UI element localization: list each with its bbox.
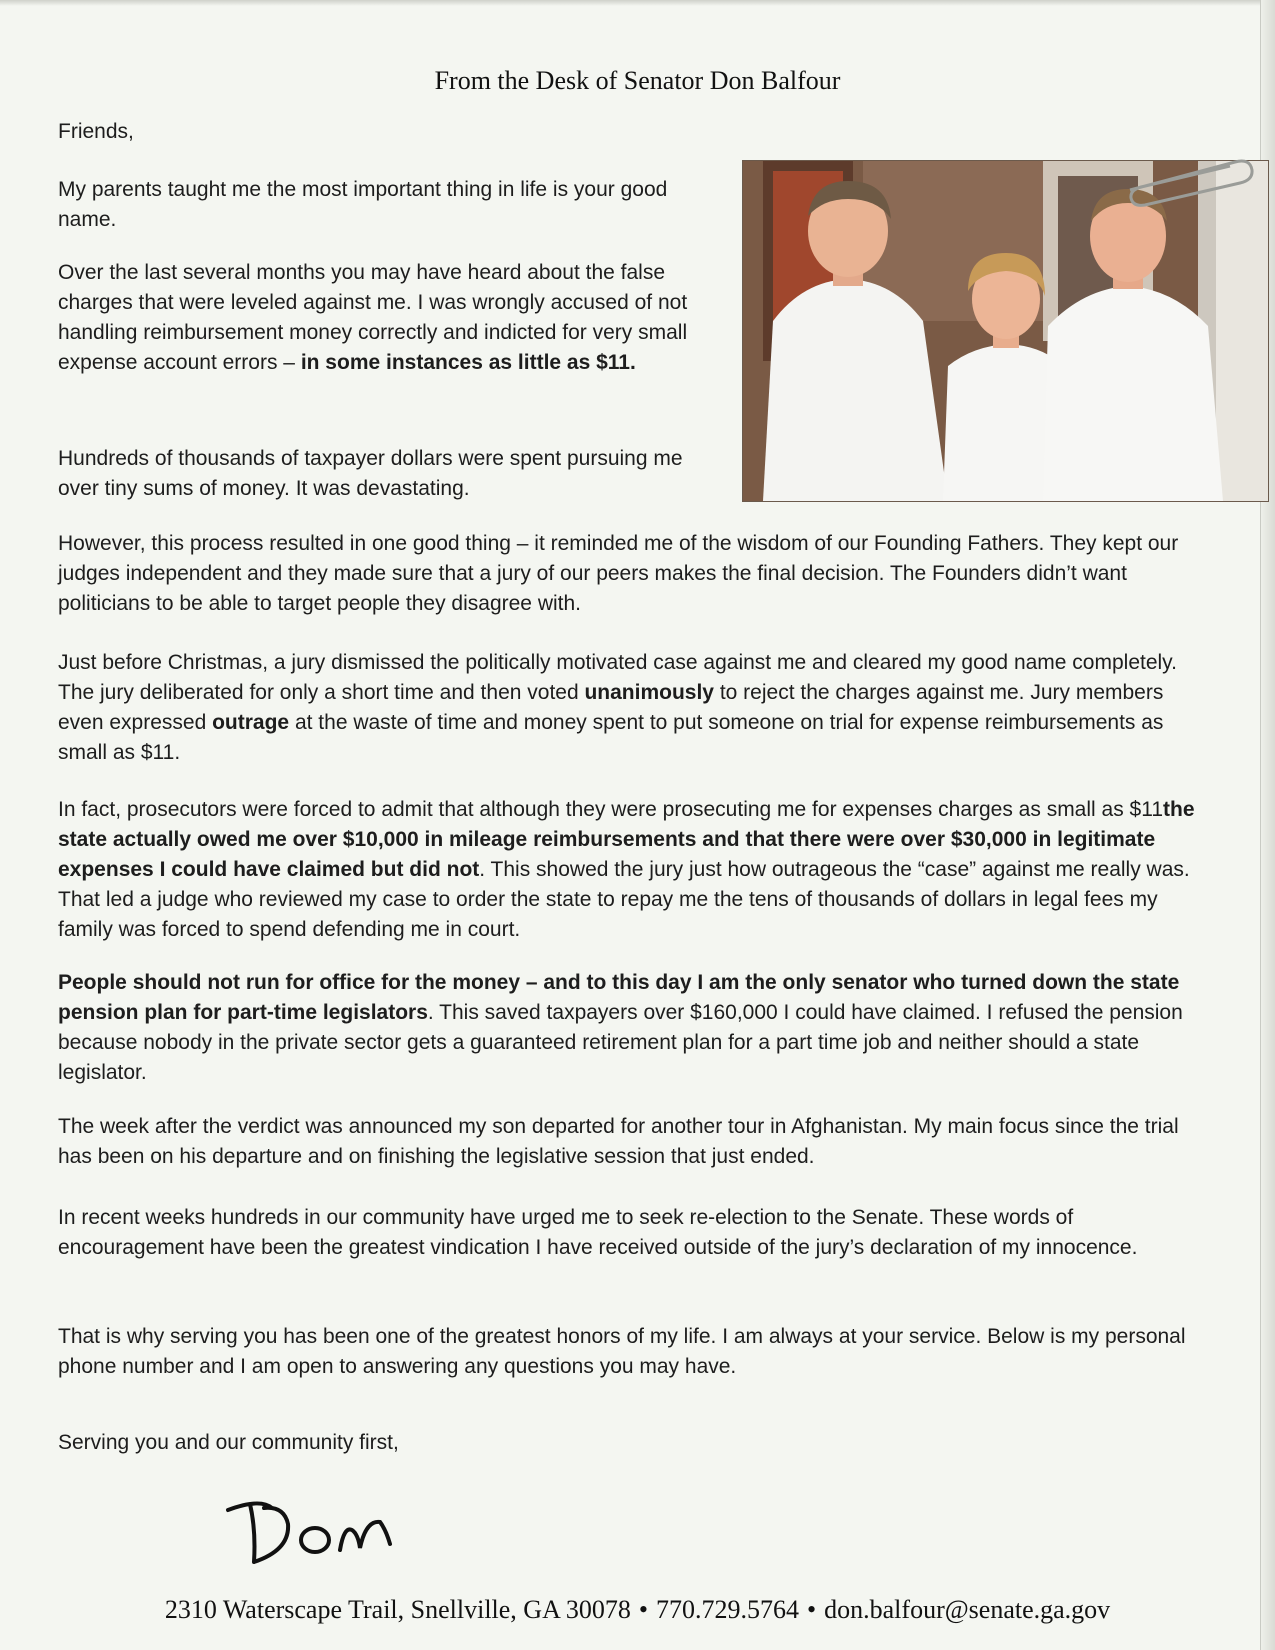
paragraph-3: Hundreds of thousands of taxpayer dollars were spent pursuing me over tiny sums of money. It was devastating. <box>58 447 683 500</box>
letterhead: From the Desk of Senator Don Balfour <box>434 66 841 95</box>
paragraph-7-bold: People should not run for office for the money – and to this day I am the only senator who turned down the state pension plan for part-time legislators <box>58 971 1180 1024</box>
greeting: Friends, <box>58 120 134 143</box>
paragraph-8: The week after the verdict was announced my son departed for another tour in Afghanistan. My main focus since the trial has been on his departure and on finishing the legislative session that just ended. <box>58 1115 1179 1168</box>
paragraph-6 <box>58 795 1208 945</box>
contact-footer <box>0 1595 1275 1625</box>
paragraph-7-text: . This saved taxpayers over $160,000 I could have claimed. I refused the pension because nobody in the private sector gets a guaranteed retirement plan for a part time job and neither should a state legislator. <box>58 1001 1183 1084</box>
footer-separator: • <box>807 1595 817 1624</box>
paragraph-2-bold: in some instances as little as $11. <box>300 351 636 374</box>
family-photo <box>742 160 1269 502</box>
paragraph-4: However, this process resulted in one good thing – it reminded me of the wisdom of our Founding Fathers. They kept our judges independent and they made sure that a jury of our peers makes the final decision. The Founders didn’t want politicians to be able to target people they disagree with. <box>58 532 1179 615</box>
paragraph-5-text-b: to reject the charges against me. Jury members even expressed <box>58 681 1164 734</box>
page-top-edge <box>0 0 1275 6</box>
paragraph-10: That is why serving you has been one of the greatest honors of my life. I am always at your service. Below is my personal phone number and I am open to answering any questions you may have. <box>58 1325 1186 1378</box>
paragraph-5-bold-a: unanimously <box>584 681 714 704</box>
paragraph-6-text-b: . This showed the jury just how outrageous the “case” against me really was. That led a judge who reviewed my case to order the state to repay me the tens of thousands of dollars in legal fees my family was forced to spend defending me in court. <box>58 858 1190 941</box>
footer-separator: • <box>638 1595 649 1624</box>
paragraph-2 <box>58 258 728 378</box>
paragraph-9: In recent weeks hundreds in our community have urged me to seek re-election to the Senate. These words of encouragement have been the greatest vindication I have received outside of the jury’s declaration of my innocence. <box>58 1206 1138 1259</box>
paragraph-2-text: Over the last several months you may have heard about the false charges that were leveled against me. I was wrongly accused of not handling reimbursement money correctly and indicted for very small expense account errors – <box>58 261 688 374</box>
footer-email: don.balfour@senate.ga.gov <box>824 1595 1111 1624</box>
closing-line: Serving you and our community first, <box>58 1431 399 1454</box>
family-photo-illustration <box>743 161 1268 501</box>
paragraph-6-bold: the state actually owed me over $10,000 in mileage reimbursements and that there were over $30,000 in legitimate expenses I could have claimed but did not <box>58 798 1195 881</box>
paragraph-5-bold-b: outrage <box>212 711 290 734</box>
paragraph-5-text-c: at the waste of time and money spent to put someone on trial for expense reimbursements as small as $11. <box>58 711 1164 764</box>
footer-address: 2310 Waterscape Trail, Snellville, GA 30078 <box>164 1595 631 1624</box>
paragraph-7 <box>58 968 1208 1088</box>
paperclip-icon <box>1125 150 1255 210</box>
footer-phone: 770.729.5764 <box>656 1595 800 1624</box>
paragraph-6-text-a: In fact, prosecutors were forced to admit that although they were prosecuting me for expenses charges as small as $11 <box>58 798 1164 821</box>
paragraph-5-text-a: Just before Christmas, a jury dismissed the politically motivated case against me and cleared my good name completely. The jury deliberated for only a short time and then voted <box>58 651 1177 704</box>
paragraph-1: My parents taught me the most important thing in life is your good name. <box>58 178 668 231</box>
signature <box>220 1490 410 1570</box>
paragraph-5 <box>58 648 1208 768</box>
